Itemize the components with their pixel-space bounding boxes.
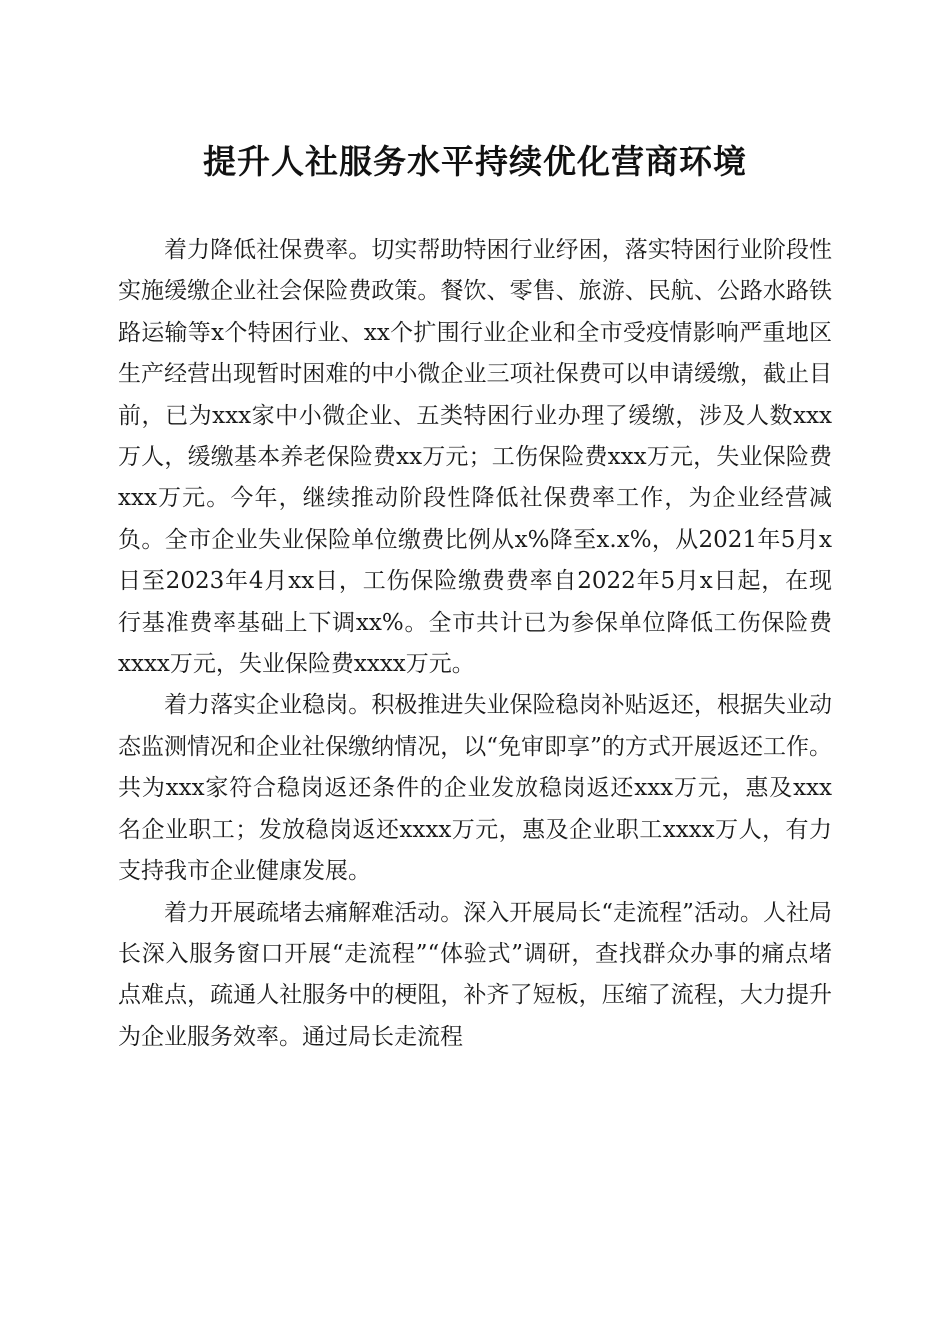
paragraph-job-stabilization: 着力落实企业稳岗。积极推进失业保险稳岗补贴返还，根据失业动态监测情况和企业社保缴纳情况，以“免审即享”的方式开展返还工作。共为xxx家符合稳岗返还条件的企业发放稳岗返还xxx万元，惠及xxx名企业职工；发放稳岗返还xxxx万元，惠及企业职工xxxx万人，有力支持我市企业健康发展。 — [118, 692, 832, 885]
paragraph-pain-point-resolution: 着力开展疏堵去痛解难活动。深入开展局长“走流程”活动。人社局长深入服务窗口开展“走流程”“体验式”调研，查找群众办事的痛点堵点难点，疏通人社服务中的梗阻，补齐了短板，压缩了流程，大力提升为企业服务效率。通过局长走流程 — [118, 899, 832, 1050]
document-title: 提升人社服务水平持续优化营商环境 — [203, 142, 747, 181]
document-body — [118, 230, 832, 1058]
paragraph-social-insurance-rates: 着力降低社保费率。切实帮助特困行业纾困，落实特困行业阶段性实施缓缴企业社会保险费政策。餐饮、零售、旅游、民航、公路水路铁路运输等x个特困行业、xx个扩围行业企业和全市受疫情影响严重地区生产经营出现暂时困难的中小微企业三项社保费可以申请缓缴，截止目前，已为xxx家中小微企业、五类特困行业办理了缓缴，涉及人数xxx万人，缓缴基本养老保险费xx万元；工伤保险费xxx万元，失业保险费xxx万元。今年，继续推动阶段性降低社保费率工作，为企业经营减负。全市企业失业保险单位缴费比例从x%降至x.x%，从2021年5月x日至2023年4月xx日，工伤保险缴费费率自2022年5月x日起，在现行基准费率基础上下调xx%。全市共计已为参保单位降低工伤保险费xxxx万元，失业保险费xxxx万元。 — [118, 237, 832, 678]
